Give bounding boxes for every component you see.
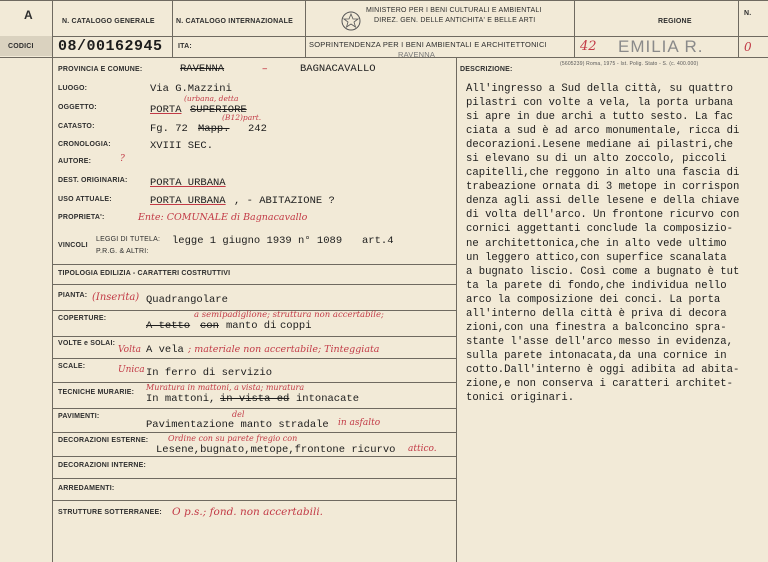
pavimenti-annotation: del xyxy=(232,410,245,419)
coperture-annotation: a semipadiglione; struttura non accertabile; xyxy=(194,310,384,320)
card-letter: A xyxy=(24,8,33,22)
catasto-value-a: Fg. 72 xyxy=(150,123,188,135)
descrizione-line: All'ingresso a Sud della città, su quattro xyxy=(466,83,734,95)
column-divider xyxy=(456,57,457,562)
cat-internazionale-label: N. CATALOGO INTERNAZIONALE xyxy=(176,18,293,25)
descrizione-line: pilastri con volte a vela, la porta urbana xyxy=(466,97,734,110)
descrizione-line: a bugnato liscio. Così come a bugnato è tut xyxy=(466,265,740,278)
scale-value: In ferro di servizio xyxy=(146,367,273,379)
descrizione-line: all'interno della città è priva di decora xyxy=(466,307,727,320)
descrizione-line: arco la composizione dei conci. La porta xyxy=(466,293,721,306)
sep-decor-int xyxy=(52,456,456,457)
oggetto-annotation: (urbana, detta xyxy=(184,94,239,103)
regione-value: EMILIA R. xyxy=(618,37,704,56)
cat-generale-label: N. CATALOGO GENERALE xyxy=(62,18,155,25)
arredamenti-label: ARREDAMENTI: xyxy=(58,485,115,492)
descrizione-line: ta la parete di fondo,che individua nello xyxy=(466,279,727,292)
scale-prefix: Unica xyxy=(118,365,145,375)
descrizione-line: ne architettonica,che in alto vede ultimo xyxy=(466,237,727,250)
vline-catalogo xyxy=(172,0,173,57)
descrizione-line: cornici aggettanti conclude la composizio- xyxy=(466,223,734,236)
descrizione-line: un leggero attico,con superfice scanalata xyxy=(466,251,727,264)
oggetto-value-a: PORTA xyxy=(150,104,182,116)
tipologia-label: TIPOLOGIA EDILIZIA - CARATTERI COSTRUTTIVI xyxy=(58,270,231,277)
sep-volte xyxy=(52,336,456,337)
descrizione-text xyxy=(466,82,758,405)
comune-value: BAGNACAVALLO xyxy=(300,63,376,75)
header-bottom xyxy=(0,57,768,58)
catasto-label: CATASTO: xyxy=(58,123,95,130)
vline-ministero xyxy=(574,0,575,57)
vincoli-label: VINCOLI xyxy=(58,242,88,249)
descrizione-line: denza agli assi delle lesene e della chiave xyxy=(466,195,740,208)
uso-value-a: PORTA URBANA xyxy=(150,195,226,207)
n-value: 0 xyxy=(744,40,752,54)
volte-label: VOLTE e SOLAI: xyxy=(58,340,116,347)
sep-pavimenti xyxy=(52,408,456,409)
decor-est-label: DECORAZIONI ESTERNE: xyxy=(58,437,149,444)
coperture-value-d: coppi xyxy=(280,320,312,332)
oggetto-value-b: SUPERIORE xyxy=(190,104,247,116)
pavimenti-suffix: in asfalto xyxy=(338,418,381,428)
decor-est-suffix: attico. xyxy=(408,444,437,454)
coperture-value-b: con xyxy=(200,320,219,332)
pianta-label: PIANTA: xyxy=(58,292,88,299)
sep-pianta xyxy=(52,284,456,285)
uso-value-b: , - ABITAZIONE ? xyxy=(234,195,335,207)
sep-decor-est xyxy=(52,432,456,433)
sep-arredamenti xyxy=(52,478,456,479)
vline-internazionale xyxy=(305,0,306,57)
provincia-label: PROVINCIA E COMUNE: xyxy=(58,66,143,73)
pianta-value: Quadrangolare xyxy=(146,294,228,306)
decor-est-value: Lesene,bugnato,metope,frontone ricurvo xyxy=(156,444,396,456)
tecniche-annotation: Muratura in mattoni, a vista; muratura xyxy=(146,383,305,392)
dest-label: DEST. ORIGINARIA: xyxy=(58,177,128,184)
catasto-value-c: 242 xyxy=(248,123,267,135)
catasto-value-b: Mapp. xyxy=(198,123,230,135)
republic-emblem-icon xyxy=(340,9,362,33)
sep-scale xyxy=(52,358,456,359)
soprintendenza: SOPRINTENDENZA PER I BENI AMBIENTALI E ARCHITETTONICI xyxy=(309,40,547,49)
sep-strutture xyxy=(52,500,456,501)
coperture-value-c: manto di xyxy=(226,320,277,332)
vline-letter xyxy=(52,0,53,57)
dest-value: PORTA URBANA xyxy=(150,177,226,189)
descrizione-line: si apre in due archi a tutto sesto. La fac xyxy=(466,111,734,124)
soprintendenza-city: RAVENNA xyxy=(398,50,436,59)
left-margin-lower xyxy=(52,264,53,562)
descrizione-line: decorazioni.Lesene mediane ai pilastri,che xyxy=(466,139,734,152)
codici-label: CODICI xyxy=(8,43,34,50)
print-info: (5605239) Roma, 1975 - Ist. Polig. Stato - S. (c. 400.000) xyxy=(560,61,699,67)
proprieta-label: PROPRIETA': xyxy=(58,214,105,221)
descrizione-line: capitelli,che reggono in alto una fascia di xyxy=(466,167,740,180)
prg-label: P.R.G. & ALTRI: xyxy=(96,248,149,255)
strutture-label: STRUTTURE SOTTERRANEE: xyxy=(58,509,162,516)
sep-tipologia xyxy=(52,264,456,265)
descrizione-line: tonici originari. xyxy=(466,392,575,405)
ministero-line2: DIREZ. GEN. DELLE ANTICHITA' E BELLE ARTI xyxy=(374,17,536,24)
descrizione-line: trabeazione ornata di 3 metope in corrispon xyxy=(466,181,740,194)
regione-label: REGIONE xyxy=(658,18,692,25)
vincoli-art: art.4 xyxy=(362,235,394,247)
tecniche-label: TECNICHE MURARIE: xyxy=(58,389,135,396)
vline-regione xyxy=(738,0,739,57)
descrizione-line: zione,e non conserva i caratteri architet- xyxy=(466,377,734,390)
descrizione-line: di volta dell'arco. Un frontone ricurvo con xyxy=(466,209,740,222)
ministero-line1: MINISTERO PER I BENI CULTURALI E AMBIENTALI xyxy=(366,7,542,14)
scale-label: SCALE: xyxy=(58,363,86,370)
volte-prefix: Volta xyxy=(118,345,141,355)
luogo-label: LUOGO: xyxy=(58,85,88,92)
proprieta-value: Ente: COMUNALE di Bagnacavallo xyxy=(138,212,308,223)
descrizione-label: DESCRIZIONE: xyxy=(460,66,513,73)
pianta-annotation: (Inserita) xyxy=(92,292,140,303)
cronologia-label: CRONOLOGIA: xyxy=(58,141,111,148)
decor-int-label: DECORAZIONI INTERNE: xyxy=(58,462,146,469)
luogo-value: Via G.Mazzini xyxy=(150,83,232,95)
pavimenti-value: Pavimentazione manto stradale xyxy=(146,419,329,431)
ita-label: ITA: xyxy=(178,43,192,50)
leggi-label: LEGGI DI TUTELA: xyxy=(96,236,161,243)
autore-value: ? xyxy=(120,154,125,164)
decor-est-annotation: Ordine con su parete fregio con xyxy=(168,434,298,443)
left-margin-line xyxy=(52,57,53,264)
tecniche-value-a: In mattoni, xyxy=(146,393,216,405)
descrizione-line: si elevano su di un alto zoccolo, piccoli xyxy=(466,153,727,166)
pavimenti-label: PAVIMENTI: xyxy=(58,413,100,420)
coperture-value-a: A tetto xyxy=(146,320,191,332)
border-top xyxy=(0,0,768,1)
cronologia-value: XVIII SEC. xyxy=(150,140,214,152)
descrizione-line: cotto.Dall'interno è oggi adibita ad abita- xyxy=(466,363,740,376)
tecniche-value-c: intonacate xyxy=(296,393,360,405)
cat-generale-value: 08/00162945 xyxy=(58,38,163,55)
provincia-value: RAVENNA xyxy=(180,63,225,75)
volte-annotation: ; materiale non accertabile; Tinteggiata xyxy=(188,344,380,355)
provincia-dash: – xyxy=(262,62,268,75)
regione-number: 42 xyxy=(580,39,597,54)
n-label: N. xyxy=(744,10,752,17)
strutture-value: O p.s.; fond. non accertabili. xyxy=(172,506,324,518)
descrizione-line: sulla parete intonacata,da una cornice in xyxy=(466,349,727,362)
catasto-annotation: (B12)part. xyxy=(222,113,262,122)
tecniche-value-b: in vista ed xyxy=(220,393,290,405)
oggetto-label: OGGETTO: xyxy=(58,104,97,111)
vincoli-value: legge 1 giugno 1939 n° 1089 xyxy=(172,235,343,247)
autore-label: AUTORE: xyxy=(58,158,92,165)
volte-value: A vela xyxy=(146,344,184,356)
uso-label: USO ATTUALE: xyxy=(58,196,112,203)
descrizione-line: stante l'asse dell'arco messo in evidenza, xyxy=(466,335,734,348)
descrizione-line: ciata a sud è ad arco monumentale, ricca di xyxy=(466,125,740,138)
coperture-label: COPERTURE: xyxy=(58,315,107,322)
descrizione-line: zioni,con una finestra a balconcino spra- xyxy=(466,321,727,334)
